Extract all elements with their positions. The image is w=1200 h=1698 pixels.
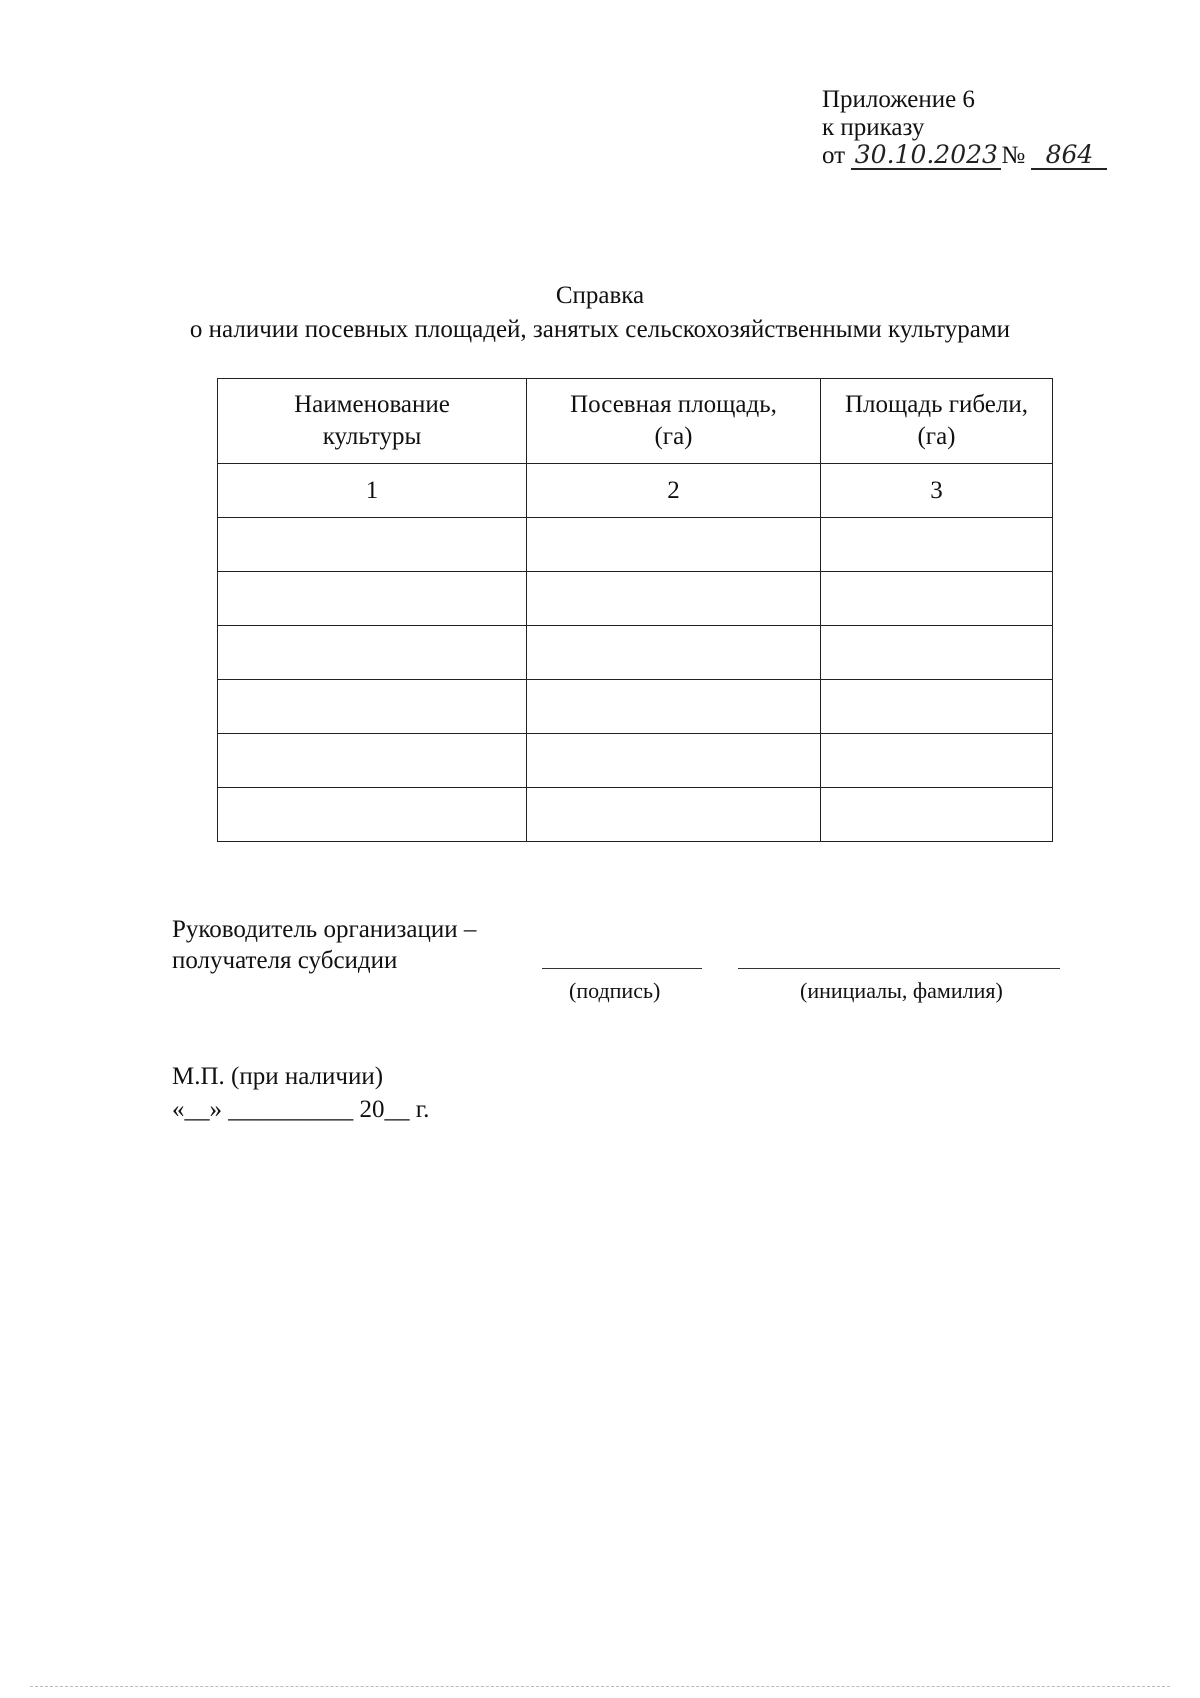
table-cell[interactable] (821, 788, 1053, 842)
signature-label-line1: Руководитель организации – (172, 916, 477, 943)
table-cell[interactable] (527, 680, 821, 734)
stamp-block (172, 1060, 429, 1126)
header-loss-area-line2: (га) (917, 423, 956, 450)
name-caption: (инициалы, фамилия) (800, 978, 1003, 1003)
table-row (218, 734, 1053, 788)
table-row (218, 626, 1053, 680)
number-prefix: № (1001, 142, 1026, 169)
table-cell[interactable] (821, 518, 1053, 572)
appendix-date-number (822, 142, 1107, 170)
table-cell[interactable] (527, 518, 821, 572)
header-sown-area-line2: (га) (654, 423, 693, 450)
header-crop-name (218, 379, 527, 464)
header-sown-area (527, 379, 821, 464)
header-crop-name-line1: Наименование (294, 391, 450, 418)
name-line[interactable] (738, 968, 1060, 969)
table-cell[interactable] (218, 626, 527, 680)
table-cell[interactable] (218, 572, 527, 626)
table-cell[interactable] (527, 788, 821, 842)
table-row (218, 518, 1053, 572)
header-loss-area-line1: Площадь гибели, (845, 391, 1028, 418)
signature-caption: (подпись) (569, 978, 661, 1003)
stamp-label: М.П. (при наличии) (172, 1063, 384, 1090)
header-crop-name-line2: культуры (322, 423, 422, 450)
table-row (218, 572, 1053, 626)
page-edge-divider (30, 1686, 1170, 1687)
table-cell[interactable] (218, 788, 527, 842)
header-sown-area-line1: Посевная площадь, (570, 391, 777, 418)
table-cell[interactable] (218, 518, 527, 572)
table-cell[interactable] (218, 734, 527, 788)
title-subtitle: о наличии посевных площадей, занятых сельскохозяйственными культурами (189, 316, 1011, 343)
signature-label (172, 914, 476, 976)
signature-label-line2: получателя субсидии (172, 947, 398, 974)
table-cell[interactable] (527, 734, 821, 788)
handwritten-number: 864 (1031, 142, 1107, 170)
signature-line[interactable] (542, 968, 702, 969)
date-line: «__» __________ 20__ г. (172, 1096, 430, 1123)
table-cell[interactable] (527, 572, 821, 626)
table-cell[interactable] (527, 626, 821, 680)
table-cell[interactable] (821, 680, 1053, 734)
appendix-block (822, 86, 1107, 170)
table-cell[interactable] (821, 626, 1053, 680)
column-number-2: 2 (527, 464, 821, 518)
table-row (218, 680, 1053, 734)
header-loss-area (821, 379, 1053, 464)
table-number-row (218, 464, 1053, 518)
table-row (218, 788, 1053, 842)
appendix-order-ref: к приказу (822, 114, 925, 141)
column-number-3: 3 (821, 464, 1053, 518)
sown-area-table (217, 378, 1053, 842)
handwritten-date: 30.10.2023 (851, 142, 1001, 170)
document-title (0, 279, 1200, 347)
date-prefix: от (822, 142, 846, 169)
table-cell[interactable] (218, 680, 527, 734)
table-cell[interactable] (821, 734, 1053, 788)
column-number-1: 1 (218, 464, 527, 518)
table-cell[interactable] (821, 572, 1053, 626)
table-header-row (218, 379, 1053, 464)
title-main: Справка (555, 282, 645, 309)
appendix-title: Приложение 6 (822, 86, 975, 113)
